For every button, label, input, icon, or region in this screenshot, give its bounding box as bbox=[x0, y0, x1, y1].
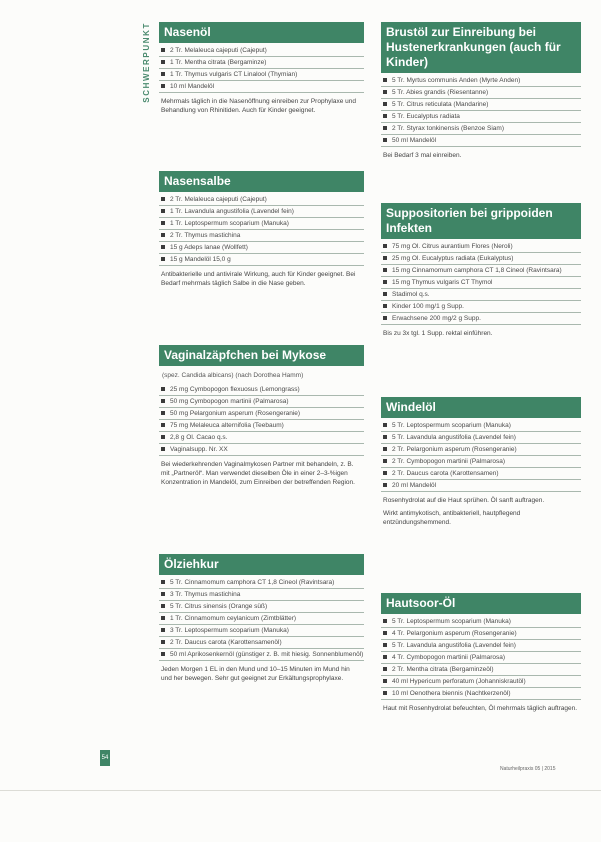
hautsoor-box bbox=[381, 593, 581, 713]
oelziehkur-title: Ölziehkur bbox=[159, 554, 364, 575]
list-item: 5 Tr. Abies grandis (Riesentanne) bbox=[381, 87, 581, 99]
list-item: 2 Tr. Thymus mastichina bbox=[159, 230, 364, 242]
list-item: 3 Tr. Leptospermum scoparium (Manuka) bbox=[159, 625, 364, 637]
oelziehkur-note: Jeden Morgen 1 EL in den Mund und 10–15 Minuten im Mund hin und her bewegen. Sehr gut geeignet zur Erkältungsprophylaxe. bbox=[161, 666, 350, 683]
hautsoor-note: Haut mit Rosenhydrolat befeuchten, Öl mehrmals täglich auftragen. bbox=[383, 705, 578, 712]
list-item: 5 Tr. Citrus sinensis (Orange süß) bbox=[159, 601, 364, 613]
list-item: 2 Tr. Melaleuca cajeputi (Cajeput) bbox=[159, 194, 364, 206]
brustoel-title: Brustöl zur Einreibung bei Hustenerkrankungen (auch für Kinder) bbox=[381, 22, 581, 73]
list-item: 50 ml Aprikosenkernöl (günstiger z. B. mit hiesig. Sonnenblumenöl) bbox=[159, 649, 364, 661]
list-item: 5 Tr. Cinnamomum camphora CT 1,8 Cineol (Ravintsara) bbox=[159, 577, 364, 589]
vaginal-note: Bei wiederkehrenden Vaginalmykosen Partner mit behandeln, z. B. mit „Partneröl“. Man verwendet dieselben Öle in einer 2–3-%igen Konzentration in Mandelöl, zum Einreiben der betreffenden Region. bbox=[161, 461, 355, 487]
vaginal-list bbox=[159, 382, 364, 456]
list-item: 25 mg Cymbopogon flexuosus (Lemongrass) bbox=[159, 384, 364, 396]
list-item: 2,8 g Ol. Cacao q.s. bbox=[159, 432, 364, 444]
list-item: 15 mg Cinnamomum camphora CT 1,8 Cineol (Ravintsara) bbox=[381, 265, 581, 277]
list-item: 5 Tr. Citrus reticulata (Mandarine) bbox=[381, 99, 581, 111]
vaginal-subtitle: (spez. Candida albicans) (nach Dorothea Hamm) bbox=[162, 372, 304, 379]
list-item: 1 Tr. Lavandula angustifolia (Lavendel fein) bbox=[159, 206, 364, 218]
list-item: 2 Tr. Cymbopogon martinii (Palmarosa) bbox=[381, 456, 581, 468]
list-item: 15 mg Thymus vulgaris CT Thymol bbox=[381, 277, 581, 289]
list-item: 5 Tr. Myrtus communis Anden (Myrte Anden) bbox=[381, 75, 581, 87]
list-item: 50 ml Mandelöl bbox=[381, 135, 581, 147]
nasensalbe-box bbox=[159, 171, 364, 288]
nasensalbe-list bbox=[159, 192, 364, 266]
list-item: 4 Tr. Pelargonium asperum (Rosengeranie) bbox=[381, 628, 581, 640]
brustoel-box bbox=[381, 22, 581, 160]
list-item: 25 mg Ol. Eucalyptus radiata (Eukalyptus) bbox=[381, 253, 581, 265]
nasensalbe-note: Antibakterielle und antivirale Wirkung, auch für Kinder geeignet. Bei Bedarf mehrmals täglich Salbe in die Nase geben. bbox=[161, 271, 356, 288]
brustoel-list bbox=[381, 73, 581, 147]
suppositorien-box bbox=[381, 203, 581, 338]
hautsoor-title: Hautsoor-Öl bbox=[381, 593, 581, 614]
list-item: 5 Tr. Leptospermum scoparium (Manuka) bbox=[381, 616, 581, 628]
oelziehkur-box bbox=[159, 554, 364, 683]
hautsoor-list bbox=[381, 614, 581, 700]
vaginal-title: Vaginalzäpfchen bei Mykose bbox=[159, 345, 364, 366]
nasenoel-title: Nasenöl bbox=[159, 22, 364, 43]
list-item: 15 g Mandelöl 15,0 g bbox=[159, 254, 364, 266]
list-item: Kinder 100 mg/1 g Supp. bbox=[381, 301, 581, 313]
list-item: 2 Tr. Styrax tonkinensis (Benzoe Siam) bbox=[381, 123, 581, 135]
list-item: 2 Tr. Daucus carota (Karottensamenöl) bbox=[159, 637, 364, 649]
list-item: 50 mg Cymbopogon martinii (Palmarosa) bbox=[159, 396, 364, 408]
suppositorien-title: Suppositorien bei grippoiden Infekten bbox=[381, 203, 581, 239]
suppositorien-note: Bis zu 3x tgl. 1 Supp. rektal einführen. bbox=[383, 330, 493, 337]
list-item: 10 ml Oenothera biennis (Nachtkerzenöl) bbox=[381, 688, 581, 700]
footer-text: Naturheilpraxis 05 | 2015 bbox=[500, 766, 556, 772]
nasensalbe-title: Nasensalbe bbox=[159, 171, 364, 192]
list-item: 1 Tr. Cinnamomum ceylanicum (Zimtblätter) bbox=[159, 613, 364, 625]
list-item: 15 g Adeps lanae (Wollfett) bbox=[159, 242, 364, 254]
list-item: 1 Tr. Thymus vulgaris CT Linalool (Thymian) bbox=[159, 69, 364, 81]
page-number: 54 bbox=[100, 750, 110, 766]
list-item: 5 Tr. Eucalyptus radiata bbox=[381, 111, 581, 123]
section-label: SCHWERPUNKT bbox=[142, 22, 151, 103]
nasenoel-box bbox=[159, 22, 364, 115]
list-item: 10 ml Mandelöl bbox=[159, 81, 364, 93]
list-item: 75 mg Ol. Citrus aurantium Flores (Neroli) bbox=[381, 241, 581, 253]
list-item: 20 ml Mandelöl bbox=[381, 480, 581, 492]
list-item: 4 Tr. Cymbopogon martinii (Palmarosa) bbox=[381, 652, 581, 664]
list-item: 1 Tr. Leptospermum scoparium (Manuka) bbox=[159, 218, 364, 230]
list-item: 50 mg Pelargonium asperum (Rosengeranie) bbox=[159, 408, 364, 420]
list-item: 2 Tr. Mentha citrata (Bergaminzeöl) bbox=[381, 664, 581, 676]
list-item: 2 Tr. Melaleuca cajeputi (Cajeput) bbox=[159, 45, 364, 57]
list-item: 2 Tr. Daucus carota (Karottensamen) bbox=[381, 468, 581, 480]
list-item: 40 ml Hypericum perforatum (Johanniskrautöl) bbox=[381, 676, 581, 688]
brustoel-note: Bei Bedarf 3 mal einreiben. bbox=[383, 152, 462, 159]
list-item: 5 Tr. Leptospermum scoparium (Manuka) bbox=[381, 420, 581, 432]
vaginal-box bbox=[159, 345, 364, 488]
windeloel-box bbox=[381, 397, 581, 528]
windeloel-note-2: Wirkt antimykotisch, antibakteriell, hautpflegend entzündungshemmend. bbox=[383, 510, 521, 527]
windeloel-list bbox=[381, 418, 581, 492]
list-item: Vaginalsupp. Nr. XX bbox=[159, 444, 364, 456]
list-item: 75 mg Melaleuca alternifolia (Teebaum) bbox=[159, 420, 364, 432]
page-edge-divider bbox=[0, 790, 601, 791]
list-item: 3 Tr. Thymus mastichina bbox=[159, 589, 364, 601]
windeloel-note-1: Rosenhydrolat auf die Haut sprühen. Öl sanft auftragen. bbox=[383, 497, 545, 504]
list-item: Erwachsene 200 mg/2 g Supp. bbox=[381, 313, 581, 325]
suppositorien-list bbox=[381, 239, 581, 325]
oelziehkur-list bbox=[159, 575, 364, 661]
list-item: 2 Tr. Pelargonium asperum (Rosengeranie) bbox=[381, 444, 581, 456]
windeloel-title: Windelöl bbox=[381, 397, 581, 418]
list-item: Stadimol q.s. bbox=[381, 289, 581, 301]
list-item: 5 Tr. Lavandula angustifolia (Lavendel fein) bbox=[381, 640, 581, 652]
nasenoel-list bbox=[159, 43, 364, 93]
list-item: 1 Tr. Mentha citrata (Bergaminze) bbox=[159, 57, 364, 69]
nasenoel-note: Mehrmals täglich in die Nasenöffnung einreiben zur Prophylaxe und Behandlung von Rhinitiden. Auch für Kinder geeignet. bbox=[161, 98, 356, 115]
list-item: 5 Tr. Lavandula angustifolia (Lavendel fein) bbox=[381, 432, 581, 444]
